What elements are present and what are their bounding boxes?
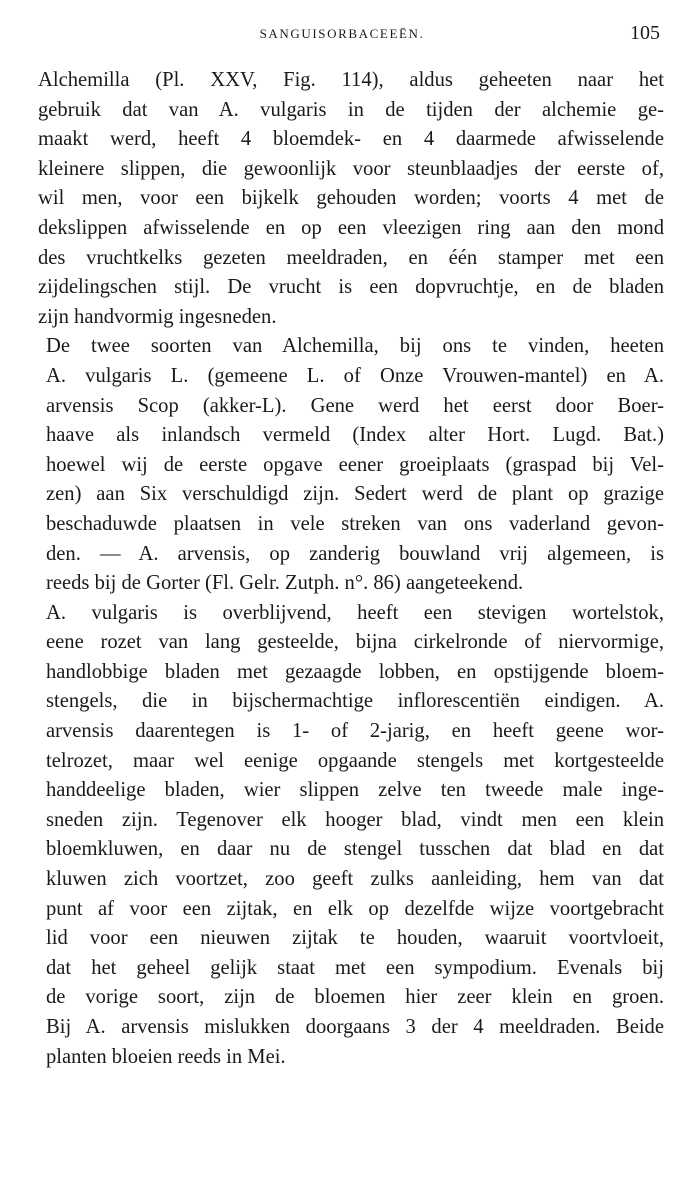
text-line: stengels, die in bijschermachtige inflorescentiën eindigen. A. [46, 690, 664, 713]
text-line: dat het geheel gelijk staat met een sympodium. Evenals bij [46, 956, 664, 979]
text-line: gebruik dat van A. vulgaris in de tijden der alchemie ge- [38, 98, 664, 121]
text-line: den. — A. arvensis, op zanderig bouwland vrij algemeen, is [46, 542, 664, 565]
text-line: kluwen zich voortzet, zoo geeft zulks aanleiding, hem van dat [46, 868, 664, 891]
text-line: beschaduwde plaatsen in vele streken van ons vaderland gevon- [46, 512, 664, 535]
text-line: handlobbige bladen met gezaagde lobben, en opstijgende bloem- [46, 660, 664, 683]
text-line: zen) aan Six verschuldigd zijn. Sedert werd de plant op grazige [46, 483, 664, 506]
text-line: handdeelige bladen, wier slippen zelve ten tweede male inge- [46, 779, 664, 802]
paragraph [22, 66, 664, 332]
text-line: arvensis daarentegen is 1- of 2-jarig, en heeft geene wor- [46, 720, 664, 743]
text-line: Bij A. arvensis mislukken doorgaans 3 der 4 meeldraden. Beide [46, 1016, 664, 1038]
text-line: arvensis Scop (akker-L). Gene werd het eerst door Boer- [46, 394, 664, 417]
text-line: kleinere slippen, die gewoonlijk voor steunblaadjes der eerste of, [38, 157, 664, 180]
text-line: lid voor een nieuwen zijtak te houden, waaruit voortvloeit, [46, 927, 664, 950]
text-line: sneden zijn. Tegenover elk hooger blad, vindt men een klein [46, 808, 664, 831]
text-line: haave als inlandsch vermeld (Index alter Hort. Lugd. Bat.) [46, 424, 664, 447]
text-line: planten bloeien reeds in Mei. [46, 1045, 286, 1068]
text-line: eene rozet van lang gesteelde, bijna cirkelronde of niervormige, [46, 631, 664, 654]
text-line: des vruchtkelks gezeten meeldraden, en één stamper met een [38, 246, 664, 269]
text-line: A. vulgaris L. (gemeene L. of Onze Vrouwen-mantel) en A. [46, 364, 664, 387]
text-line: hoewel wij de eerste opgave eener groeiplaats (graspad bij Vel- [46, 453, 664, 476]
text-line: bloemkluwen, en daar nu de stengel tusschen dat blad en dat [46, 838, 664, 861]
text-line: de vorige soort, zijn de bloemen hier zeer klein en groen. [46, 986, 664, 1009]
text-line: reeds bij de Gorter (Fl. Gelr. Zutph. n°. 86) aangeteekend. [46, 572, 524, 595]
text-line: A. vulgaris is overblijvend, heeft een stevigen wortelstok, [46, 601, 664, 624]
text-line: dekslippen afwisselende en op een vleezigen ring aan den mond [38, 216, 664, 239]
text-line: telrozet, maar wel eenige opgaande stengels met kortgesteelde [46, 749, 664, 772]
running-header [22, 22, 662, 48]
text-line: zijn handvormig ingesneden. [38, 305, 277, 328]
paragraph [22, 599, 664, 1073]
text-line: punt af voor een zijtak, en elk op dezelfde wijze voortgebracht [46, 897, 664, 920]
text-line: maakt werd, heeft 4 bloemdek- en 4 daarmede afwisselende [38, 128, 664, 151]
text-line: wil men, voor een bijkelk gehouden worden; voorts 4 met de [38, 187, 664, 210]
body-text [22, 66, 664, 1072]
text-line: Alchemilla (Pl. XXV, Fig. 114), aldus geheeten naar het [38, 69, 664, 91]
running-title: SANGUISORBACEEËN. [259, 26, 425, 41]
text-line: De twee soorten van Alchemilla, bij ons te vinden, heeten [46, 335, 664, 358]
page-number: 105 [630, 22, 660, 44]
paragraph [22, 332, 664, 598]
text-line: zijdelingschen stijl. De vrucht is een dopvruchtje, en de bladen [38, 276, 664, 299]
